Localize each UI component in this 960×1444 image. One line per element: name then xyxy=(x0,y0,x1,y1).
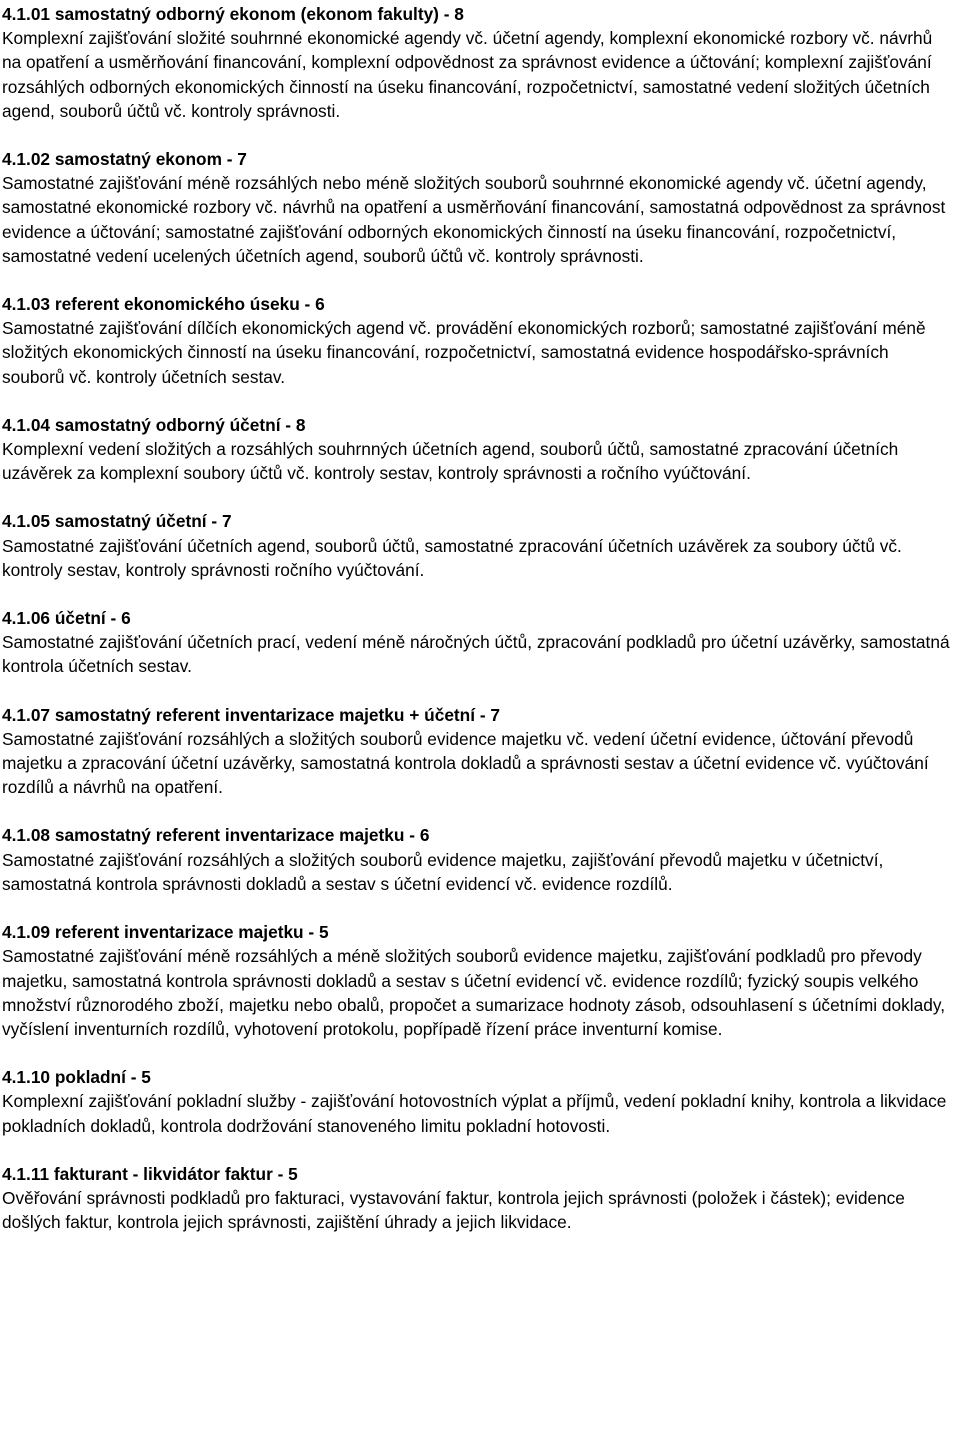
section-heading: 4.1.09 referent inventarizace majetku - 5 xyxy=(2,922,329,943)
section-description: Komplexní zajišťování složité souhrnné ekonomické agendy vč. účetní agendy, komplexní ekonomické rozbory vč. návrhů na opatření a usměrňování financování, komplexní odpovědnost za správnost evidence a účtování; komplexní zajišťování rozsáhlých odborných ekonomických činností na úseku financování, rozpočetnictví, samostatné vedení složitých účetních agend, souborů účtů vč. kontroly správnosti. xyxy=(2,28,933,121)
section-4-1-08 xyxy=(2,823,955,896)
section-4-1-09 xyxy=(2,920,955,1041)
section-heading: 4.1.07 samostatný referent inventarizace majetku + účetní - 7 xyxy=(2,704,501,725)
section-4-1-11 xyxy=(2,1162,955,1235)
section-description: Samostatné zajišťování méně rozsáhlých a méně složitých souborů evidence majetku, zajišťování podkladů pro převody majetku, samostatná kontrola správnosti dokladů a sestav s účetní evidencí vč. evidence rozdílů; fyzický soupis velkého množství různorodého zboží, majetku nebo obalů, propočet a sumarizace hodnoty zásob, odsouhlasení s účetními doklady, vyčíslení inventurních rozdílů, vyhotovení protokolu, popřípadě řízení práce inventurní komise. xyxy=(2,946,946,1039)
section-heading: 4.1.04 samostatný odborný účetní - 8 xyxy=(2,414,306,435)
section-heading: 4.1.02 samostatný ekonom - 7 xyxy=(2,149,247,170)
section-heading: 4.1.06 účetní - 6 xyxy=(2,608,131,629)
section-4-1-05 xyxy=(2,509,955,582)
section-description: Samostatné zajišťování účetních prací, vedení méně náročných účtů, zpracování podkladů pro účetní uzávěrky, samostatná kontrola účetních sestav. xyxy=(2,632,950,677)
section-description: Samostatné zajišťování méně rozsáhlých nebo méně složitých souborů souhrnné ekonomické agendy vč. účetní agendy, samostatné ekonomické rozbory vč. návrhů na opatření a usměrňování financování, samostatná odpovědnost za správnost evidence a účtování; samostatné zajišťování odborných ekonomických činností na úseku financování, rozpočetnictví, samostatné vedení ucelených účetních agend, souborů účtů vč. kontroly správnosti. xyxy=(2,173,946,266)
section-description: Ověřování správnosti podkladů pro fakturaci, vystavování faktur, kontrola jejich správnosti (položek i částek); evidence došlých faktur, kontrola jejich správnosti, zajištění úhrady a jejich likvidace. xyxy=(2,1187,905,1233)
section-4-1-07 xyxy=(2,703,955,800)
section-heading: 4.1.05 samostatný účetní - 7 xyxy=(2,511,232,532)
section-4-1-04 xyxy=(2,413,955,486)
section-description: Komplexní vedení složitých a rozsáhlých souhrnných účetních agend, souborů účtů, samostatné zpracování účetních uzávěrek za komplexní soubory účtů vč. kontroly sestav, kontroly správnosti a ročního vyúčtování. xyxy=(2,439,899,484)
section-4-1-01 xyxy=(2,2,955,123)
section-heading: 4.1.01 samostatný odborný ekonom (ekonom fakulty) - 8 xyxy=(2,4,464,24)
section-4-1-06 xyxy=(2,606,955,679)
section-description: Komplexní zajišťování pokladní služby - zajišťování hotovostních výplat a příjmů, vedení pokladní knihy, kontrola a likvidace pokladních dokladů, kontrola dodržování stanoveného limitu pokladní hotovosti. xyxy=(2,1091,947,1136)
section-description: Samostatné zajišťování dílčích ekonomických agend vč. provádění ekonomických rozborů; samostatné zajišťování méně složitých ekonomických činností na úseku financování, rozpočetnictví, samostatná evidence hospodářsko-správních souborů vč. kontroly účetních sestav. xyxy=(2,318,926,387)
section-heading: 4.1.08 samostatný referent inventarizace majetku - 6 xyxy=(2,825,430,846)
section-heading: 4.1.11 fakturant - likvidátor faktur - 5 xyxy=(2,1163,298,1184)
section-4-1-10 xyxy=(2,1065,955,1138)
section-heading: 4.1.03 referent ekonomického úseku - 6 xyxy=(2,294,325,315)
section-4-1-03 xyxy=(2,292,955,389)
section-4-1-02 xyxy=(2,147,955,268)
section-description: Samostatné zajišťování rozsáhlých a složitých souborů evidence majetku, zajišťování převodů majetku v účetnictví, samostatná kontrola správnosti dokladů a sestav s účetní evidencí vč. evidence rozdílů. xyxy=(2,849,884,894)
section-description: Samostatné zajišťování rozsáhlých a složitých souborů evidence majetku vč. vedení účetní evidence, účtování převodů majetku a zpracování účetní uzávěrky, samostatná kontrola dokladů a správnosti sestav a účetní evidence vč. vyúčtování rozdílů a návrhů na opatření. xyxy=(2,728,929,798)
section-heading: 4.1.10 pokladní - 5 xyxy=(2,1067,151,1088)
section-description: Samostatné zajišťování účetních agend, souborů účtů, samostatné zpracování účetních uzávěrek za soubory účtů vč. kontroly sestav, kontroly správnosti ročního vyúčtování. xyxy=(2,535,902,580)
